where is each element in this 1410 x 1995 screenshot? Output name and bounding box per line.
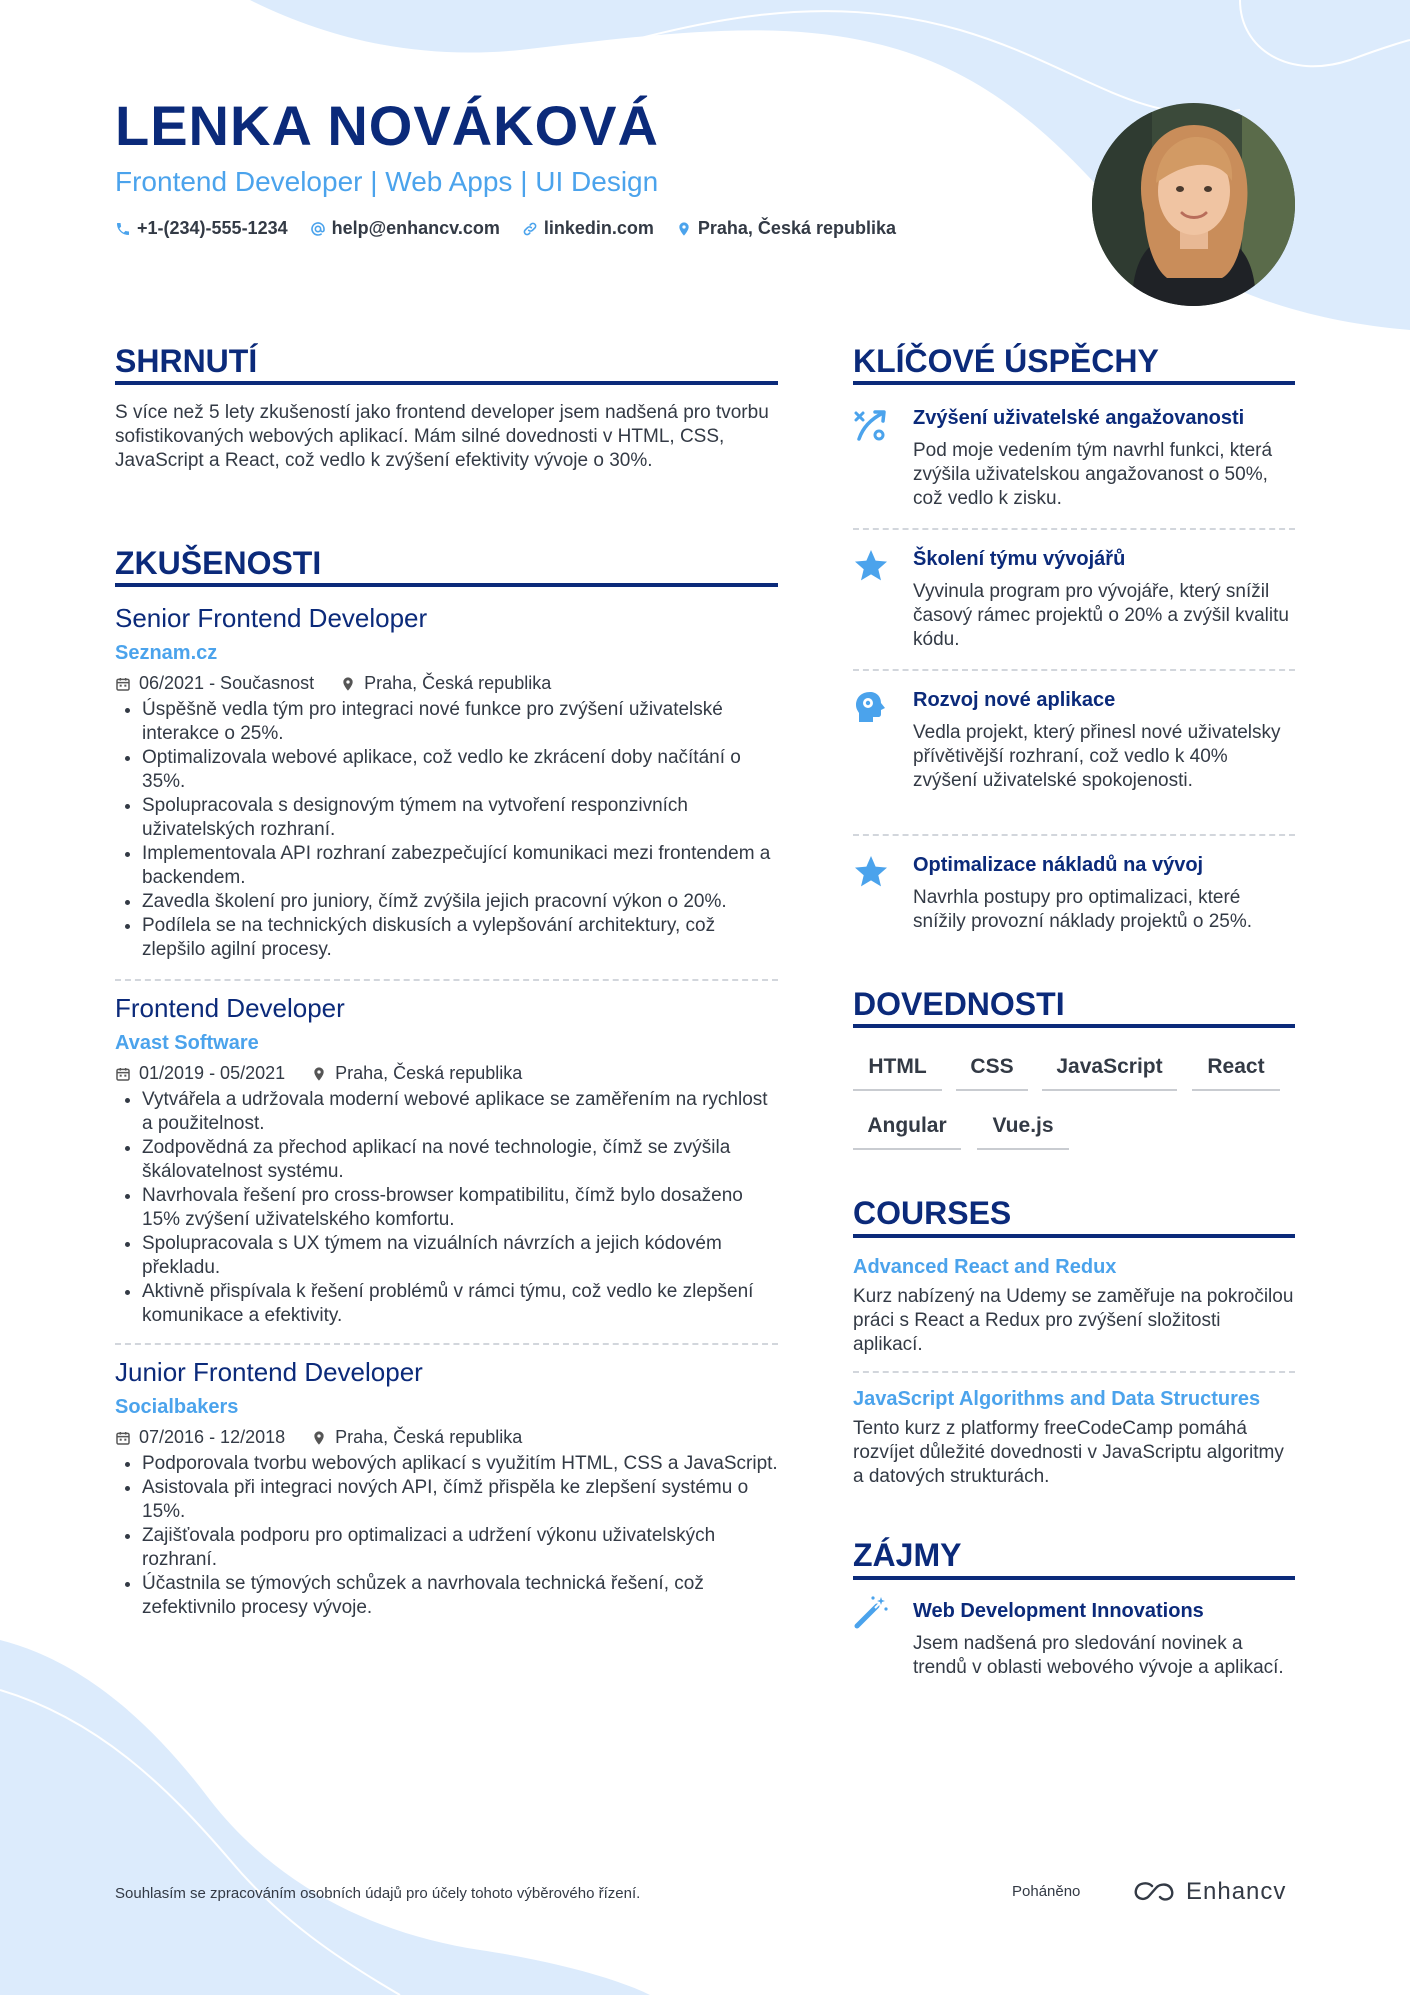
location-pin-icon: [311, 1430, 327, 1446]
achievement-title: Zvýšení uživatelské angažovanosti: [913, 407, 1245, 429]
skills-rule: [853, 1024, 1295, 1028]
achievement-text: Vyvinula program pro vývojáře, který snížil časový rámec projektů o 20% a zvýšil kvalitu kódu.: [913, 581, 1289, 650]
interests-rule: [853, 1576, 1295, 1580]
achievement-divider: [853, 528, 1295, 530]
job-location: [311, 1063, 522, 1084]
job-entry: [115, 1359, 778, 1620]
star-icon: [853, 854, 889, 890]
job-bullets: [115, 1452, 778, 1620]
summary-text: S více než 5 lety zkušeností jako frontend developer jsem nadšená pro tvorbu sofistikovaných webových aplikací. Mám silné dovednosti v HTML, CSS, JavaScript a React, což vedlo k zvýšení efektivity vývoje o 30%.: [115, 402, 769, 471]
course-title: JavaScript Algorithms and Data Structures: [853, 1388, 1261, 1410]
company-name: Seznam.cz: [115, 642, 218, 664]
job-bullet: • Účastnila se týmových schůzek a navrhovala technická řešení, což zefektivnilo procesy vývoje.: [142, 1572, 778, 1620]
interests-heading: ZÁJMY: [853, 1537, 962, 1573]
profile-photo: [1092, 103, 1295, 306]
job-bullet: • Navrhovala řešení pro cross-browser kompatibilitu, čímž bylo dosaženo 15% zvýšení uživatelského komfortu.: [142, 1184, 778, 1232]
location-text: Praha, Česká republika: [697, 218, 897, 238]
job-dates: [115, 1063, 285, 1084]
skill-tag: JavaScript: [1042, 1055, 1177, 1091]
location-pin-icon: [311, 1066, 327, 1082]
job-bullet: • Úspěšně vedla tým pro integraci nové funkce pro zvýšení uživatelské interakce o 25%.: [142, 698, 778, 746]
job-bullet: • Podílela se na technických diskusích a vylepšování architektury, což zlepšilo agilní procesy.: [142, 914, 778, 962]
email-text: help@enhancv.com: [331, 218, 500, 238]
job-bullet: • Spolupracovala s designovým týmem na vytvoření responzivních uživatelských rozhraní.: [142, 794, 778, 842]
candidate-name: LENKA NOVÁKOVÁ: [115, 94, 659, 157]
phone-icon: [115, 221, 131, 237]
summary-rule: [115, 381, 778, 385]
job-location-text: Praha, Česká republika: [335, 1063, 523, 1083]
enhancv-logo[interactable]: [1132, 1878, 1286, 1906]
job-location-text: Praha, Česká republika: [335, 1427, 523, 1447]
achievement-text: Pod moje vedením tým navrhl funkci, která zvýšila uživatelskou angažovanost o 50%, což vedlo k zisku.: [913, 440, 1273, 509]
achievement-divider: [853, 669, 1295, 671]
phone-text: +1-(234)-555-1234: [137, 218, 288, 238]
job-title: Senior Frontend Developer: [115, 603, 428, 633]
achievement-text: Navrhla postupy pro optimalizaci, které snížily provozní náklady projektů o 25%.: [913, 887, 1253, 932]
achievement-divider: [853, 834, 1295, 836]
summary-heading: SHRNUTÍ: [115, 343, 258, 379]
achievements-rule: [853, 381, 1295, 385]
job-bullet: • Implementovala API rozhraní zabezpečující komunikaci mezi frontendem a backendem.: [142, 842, 778, 890]
contact-bar: [115, 218, 896, 239]
job-dates: [115, 673, 314, 694]
skill-tag: Vue.js: [977, 1114, 1069, 1150]
job-entry: [115, 605, 778, 962]
job-dates-text: 07/2016 - 12/2018: [139, 1427, 286, 1447]
linkedin-text: linkedin.com: [543, 218, 654, 238]
location-pin-icon: [676, 221, 692, 237]
job-bullet: • Optimalizovala webové aplikace, což vedlo ke zkrácení doby načítání o 35%.: [142, 746, 778, 794]
location-pin-icon: [340, 676, 356, 692]
growth-arrow-icon: [853, 407, 889, 443]
achievement-item: [853, 689, 1295, 819]
skill-tag: CSS: [956, 1055, 1028, 1091]
job-dates-text: 06/2021 - Současnost: [139, 673, 315, 693]
contact-email[interactable]: [310, 218, 500, 239]
job-location-text: Praha, Česká republika: [364, 673, 552, 693]
brand-name: Enhancv: [1186, 1878, 1287, 1905]
head-idea-icon: [853, 689, 889, 725]
powered-by-label: Poháněno: [1012, 1883, 1081, 1900]
skill-tag: React: [1192, 1055, 1280, 1091]
candidate-headline: Frontend Developer | Web Apps | UI Design: [115, 166, 659, 197]
achievement-text: Vedla projekt, který přinesl nové uživatelsky přívětivější rozhraní, což vedlo k 40% zvýšení uživatelské spokojenosti.: [913, 722, 1281, 791]
job-meta: [115, 1427, 778, 1448]
achievements-heading: KLÍČOVÉ ÚSPĚCHY: [853, 343, 1159, 379]
contact-location: [676, 218, 896, 239]
courses-heading: COURSES: [853, 1195, 1012, 1231]
calendar-icon: [115, 1066, 131, 1082]
achievement-title: Optimalizace nákladů na vývoj: [913, 854, 1204, 876]
achievement-title: Školení týmu vývojářů: [913, 548, 1126, 570]
job-bullet: • Aktivně přispívala k řešení problémů v rámci týmu, což vedlo ke zlepšení komunikace a efektivity.: [142, 1280, 778, 1328]
interest-item: [853, 1594, 1295, 1714]
job-title: Frontend Developer: [115, 993, 345, 1023]
link-icon: [522, 221, 538, 237]
job-divider: [115, 979, 778, 981]
course-title: Advanced React and Redux: [853, 1256, 1117, 1278]
job-bullets: [115, 698, 778, 962]
job-location: [311, 1427, 522, 1448]
job-dates: [115, 1427, 285, 1448]
job-bullets: [115, 1088, 778, 1328]
job-meta: [115, 673, 778, 694]
calendar-icon: [115, 676, 131, 692]
contact-linkedin[interactable]: [522, 218, 654, 239]
course-divider: [853, 1371, 1295, 1373]
magic-wand-icon: [853, 1594, 889, 1630]
star-icon: [853, 548, 889, 584]
company-name: Socialbakers: [115, 1396, 239, 1418]
achievement-title: Rozvoj nové aplikace: [913, 689, 1116, 711]
job-bullet: • Zajišťovala podporu pro optimalizaci a udržení výkonu uživatelských rozhraní.: [142, 1524, 778, 1572]
interest-text: Jsem nadšená pro sledování novinek a trendů v oblasti webového vývoje a aplikací.: [913, 1633, 1284, 1678]
at-icon: [310, 221, 326, 237]
courses-rule: [853, 1234, 1295, 1238]
skill-tag: HTML: [853, 1055, 942, 1091]
company-name: Avast Software: [115, 1032, 259, 1054]
calendar-icon: [115, 1430, 131, 1446]
enhancv-mark-icon: [1132, 1880, 1178, 1904]
job-bullet: • Zodpovědná za přechod aplikací na nové technologie, čímž se zvýšila škálovatelnost systému.: [142, 1136, 778, 1184]
achievement-item: [853, 854, 1295, 944]
job-bullet: • Zavedla školení pro juniory, čímž zvýšila jejich pracovní výkon o 20%.: [142, 890, 778, 914]
job-bullet: • Podporovala tvorbu webových aplikací s využitím HTML, CSS a JavaScript.: [142, 1452, 778, 1476]
job-title: Junior Frontend Developer: [115, 1357, 423, 1387]
achievement-item: [853, 407, 1295, 517]
skills-heading: DOVEDNOSTI: [853, 986, 1065, 1022]
job-bullet: • Spolupracovala s UX týmem na vizuálních návrzích a jejich kódovém překladu.: [142, 1232, 778, 1280]
experience-rule: [115, 583, 778, 587]
course-description: Tento kurz z platformy freeCodeCamp pomáhá rozvíjet důležité dovednosti v JavaScriptu algoritmy a datových strukturách.: [853, 1418, 1284, 1487]
job-bullet: • Vytvářela a udržovala moderní webové aplikace se zaměřením na rychlost a použitelnost.: [142, 1088, 778, 1136]
course-description: Kurz nabízený na Udemy se zaměřuje na pokročilou práci s React a Redux pro zvýšení složitosti aplikací.: [853, 1286, 1294, 1355]
job-divider: [115, 1343, 778, 1345]
experience-heading: ZKUŠENOSTI: [115, 545, 322, 581]
job-meta: [115, 1063, 778, 1084]
interest-title: Web Development Innovations: [913, 1600, 1204, 1622]
consent-note: Souhlasím se zpracováním osobních údajů pro účely tohoto výběrového řízení.: [115, 1885, 641, 1902]
skill-tag: Angular: [853, 1114, 961, 1150]
job-bullet: • Asistovala při integraci nových API, čímž přispěla ke zlepšení systému o 15%.: [142, 1476, 778, 1524]
job-entry: [115, 995, 778, 1328]
contact-phone[interactable]: [115, 218, 288, 239]
job-dates-text: 01/2019 - 05/2021: [139, 1063, 286, 1083]
job-location: [340, 673, 551, 694]
achievement-item: [853, 548, 1295, 658]
